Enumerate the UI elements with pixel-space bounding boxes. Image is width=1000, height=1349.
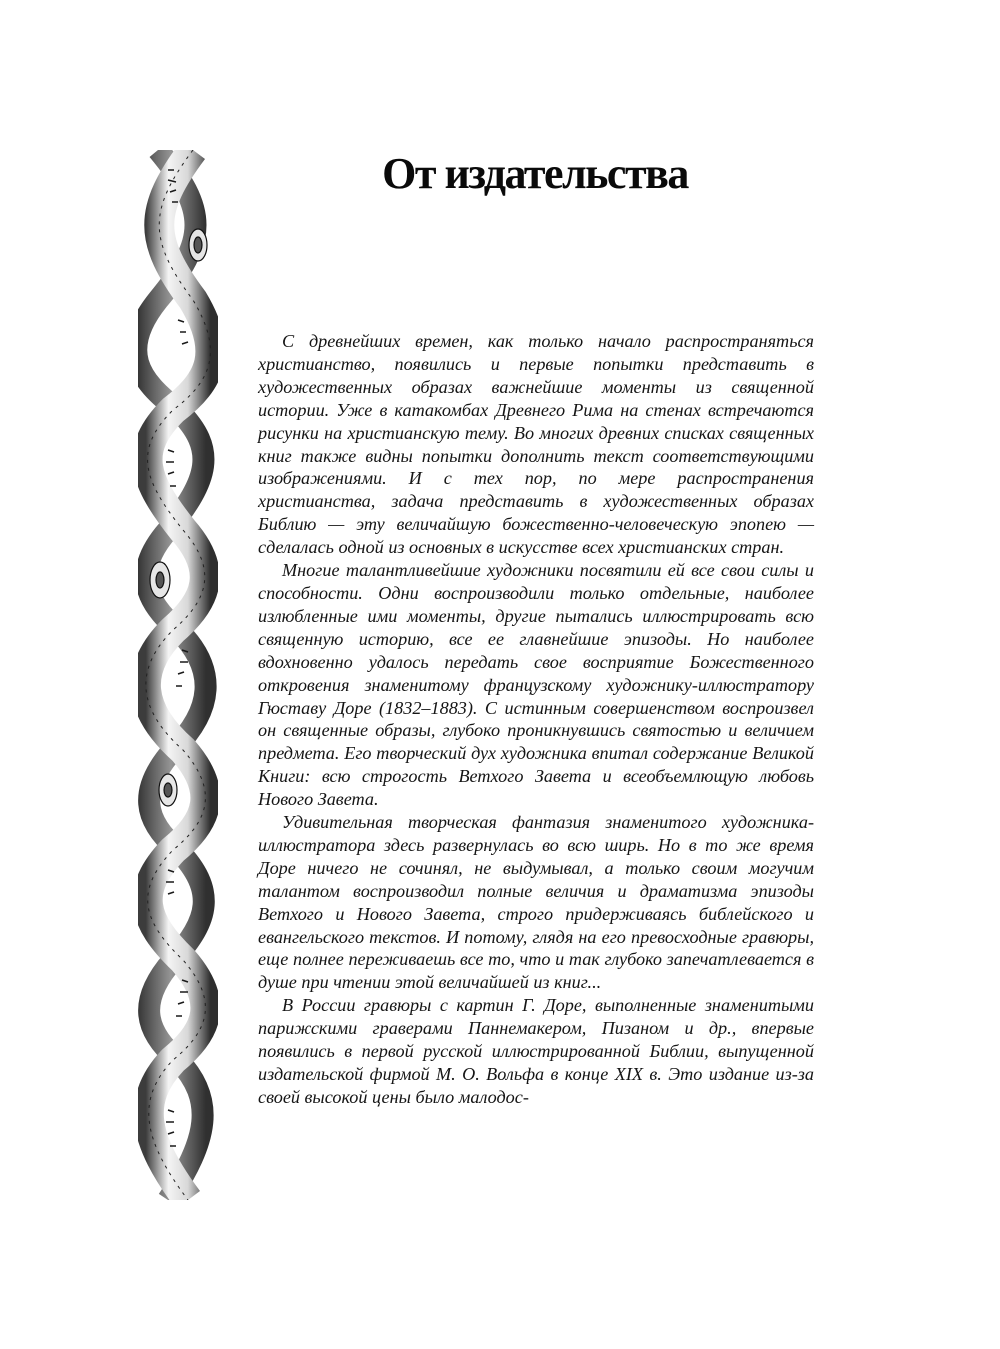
paragraph: Многие талантливейшие художники посвятили ей все свои силы и способности. Одни воспроизводили только отдельные, наиболее излюбленные ими моменты, другие пытались иллюстрировать всю священную историю, все ее главнейшие эпизоды. Но наиболее вдохновенно удалось передать свое восприятие Божественного откровения знаменитому французскому художнику-иллюстратору Гюставу Доре (1832–1883). С истинным совершенством воспроизвел он священные образы, глубоко проникнувшись святостью и величием предмета. Его творческий дух художника впитал содержание Великой Книги: всю строгость Ветхого Завета и всеобъемлющую любовь Нового Завета. xyxy=(258,560,814,810)
twisted-scroll-ribbon-icon xyxy=(138,150,218,1200)
paragraph: Удивительная творческая фантазия знаменитого художника-иллюстратора здесь развернулась во всю ширь. Но в то же время Доре ничего не сочинял, не выдумывал, а только своим могучим талантом воспроизводил полные величия и драматизма эпизоды Ветхого и Нового Завета, строго придерживаясь библейского и евангельского текстов. И потому, глядя на его превосходные гравюры, еще полнее переживаешь все то, что и так глубоко запечатлевается в душе при чтении этой величайшей из книг... xyxy=(258,812,814,993)
paragraph: С древнейших времен, как только начало распространяться христианство, появились и первые попытки представить в художественных образах важнейшие моменты из священной истории. Уже в катакомбах Древнего Рима на стенах встречаются рисунки на христианскую тему. Во многих древних списках священных книг также видны попытки дополнить текст соответствующими изображениями. И с тех пор, по мере распространения христианства, задача представить в художественных образах Библию — эту величайшую божественно-человеческую эпопею — сделалась одной из основных в искусстве всех христианских стран. xyxy=(258,331,814,558)
page-title: От издательства xyxy=(382,149,688,198)
body-text xyxy=(258,330,814,1109)
paragraph: В России гравюры с картин Г. Доре, выполненные знаменитыми парижскими граверами Паннемакером, Пизаном и др., впервые появились в первой русской иллюстрированной Библии, выпущенной издательской фирмой М. О. Вольфа в конце XIX в. Это издание из-за своей высокой цены было малодос- xyxy=(258,995,814,1107)
